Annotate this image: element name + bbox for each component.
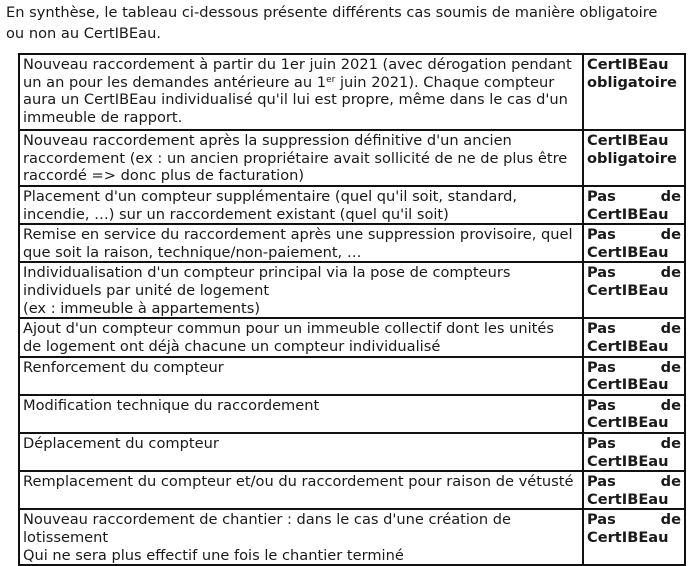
status-text: CertIBEau xyxy=(587,528,669,546)
table-row xyxy=(19,186,685,224)
status-text: de xyxy=(660,226,681,244)
case-text-fragment: un an pour les demandes antérieure au 1 xyxy=(23,73,327,91)
table-row xyxy=(19,395,685,433)
case-text-line: Déplacement du compteur xyxy=(23,434,219,452)
case-description xyxy=(19,224,583,262)
table-row xyxy=(19,262,685,318)
status-text: de xyxy=(660,511,681,529)
status-cell xyxy=(583,224,685,262)
case-text-line: Nouveau raccordement à partir du 1er juin 2021 (avec dérogation pendant xyxy=(23,56,572,73)
case-text-line: individuels par unité de logement xyxy=(23,281,270,299)
status-cell xyxy=(583,186,685,224)
status-cell xyxy=(583,395,685,433)
status-cell xyxy=(583,262,685,318)
status-text: Pas xyxy=(587,511,616,529)
status-text: obligatoire xyxy=(587,73,677,91)
case-description xyxy=(19,186,583,224)
case-text-fragment: juin 2021). Chaque compteur xyxy=(335,73,555,91)
case-description xyxy=(19,262,583,318)
status-text: de xyxy=(660,396,681,414)
status-text: CertIBEau xyxy=(587,56,669,73)
cases-table xyxy=(18,53,686,566)
table-row xyxy=(19,471,685,509)
case-text-line: de logement ont déjà chacune un compteur individualisé xyxy=(23,337,441,355)
case-description xyxy=(19,54,583,130)
intro-line-2: ou non au CertIBEau. xyxy=(6,25,161,42)
case-text-line: Remise en service du raccordement après une suppression provisoire, quel xyxy=(23,226,573,244)
status-text: de xyxy=(660,320,681,338)
status-text: CertIBEau xyxy=(587,376,669,394)
case-text-line: Nouveau raccordement après la suppression définitive d'un ancien xyxy=(23,132,512,149)
table-row xyxy=(19,433,685,471)
table-row xyxy=(19,130,685,186)
status-cell xyxy=(583,433,685,471)
status-line xyxy=(587,397,681,415)
case-text-line: lotissement xyxy=(23,528,109,546)
superscript: er xyxy=(326,74,336,85)
status-text: CertIBEau xyxy=(587,414,669,432)
case-description xyxy=(19,318,583,356)
case-text-line: immeuble de rapport. xyxy=(23,108,183,126)
case-text-line: Individualisation d'un compteur principal via la pose de compteurs xyxy=(23,264,511,282)
status-text: Pas xyxy=(587,226,616,244)
case-text-line: que soit la raison, technique/non-paiement, … xyxy=(23,243,362,261)
case-text-line: aura un CertIBEau individualisé qu'il lui est propre, même dans le cas d'un xyxy=(23,91,568,109)
status-line xyxy=(587,264,681,282)
case-text-line: incendie, …) sur un raccordement existant (quel qu'il soit) xyxy=(23,205,449,223)
case-description xyxy=(19,130,583,186)
case-text-line xyxy=(23,74,579,92)
case-description xyxy=(19,357,583,395)
table-row xyxy=(19,357,685,395)
case-text-line: (ex : immeuble à appartements) xyxy=(23,299,261,317)
status-text: CertIBEau xyxy=(587,337,669,355)
status-text: de xyxy=(660,264,681,282)
status-cell xyxy=(583,130,685,186)
status-line xyxy=(587,473,681,491)
status-text: de xyxy=(660,188,681,205)
status-text: de xyxy=(660,358,681,376)
status-cell xyxy=(583,357,685,395)
case-text-line: raccordé => donc plus de facturation) xyxy=(23,167,305,185)
case-text-line: raccordement (ex : un ancien propriétaire avait sollicité de ne de plus être xyxy=(23,149,568,167)
table-row xyxy=(19,224,685,262)
status-cell xyxy=(583,471,685,509)
case-description xyxy=(19,433,583,471)
case-description xyxy=(19,471,583,509)
status-text: CertIBEau xyxy=(587,490,669,508)
status-line xyxy=(587,320,681,338)
status-text: Pas xyxy=(587,434,616,452)
status-line xyxy=(587,435,681,453)
status-line xyxy=(587,511,681,529)
status-text: de xyxy=(660,434,681,452)
status-cell xyxy=(583,318,685,356)
status-text: CertIBEau xyxy=(587,452,669,470)
status-line xyxy=(587,188,681,206)
status-text: obligatoire xyxy=(587,149,677,167)
status-text: Pas xyxy=(587,264,616,282)
status-text: CertIBEau xyxy=(587,243,669,261)
status-text: CertIBEau xyxy=(587,281,669,299)
status-text: Pas xyxy=(587,473,616,491)
status-text: Pas xyxy=(587,396,616,414)
intro-line-1: En synthèse, le tableau ci-dessous présente différents cas soumis de manière obligatoire xyxy=(6,4,658,21)
case-text-line: Placement d'un compteur supplémentaire (quel qu'il soit, standard, xyxy=(23,188,518,205)
status-text: CertIBEau xyxy=(587,205,669,223)
status-line xyxy=(587,359,681,377)
status-text: Pas xyxy=(587,188,616,205)
table-row xyxy=(19,54,685,130)
case-text-line: Renforcement du compteur xyxy=(23,358,224,376)
table-row xyxy=(19,318,685,356)
intro-paragraph xyxy=(6,2,682,44)
status-line xyxy=(587,226,681,244)
case-text-line: Nouveau raccordement de chantier : dans le cas d'une création de xyxy=(23,511,511,529)
status-text: Pas xyxy=(587,320,616,338)
case-text-line: Modification technique du raccordement xyxy=(23,396,320,414)
status-text: de xyxy=(660,473,681,491)
status-text: CertIBEau xyxy=(587,132,669,149)
status-cell xyxy=(583,54,685,130)
case-text-line: Ajout d'un compteur commun pour un immeuble collectif dont les unités xyxy=(23,320,554,338)
status-text: Pas xyxy=(587,358,616,376)
case-text-line: Qui ne sera plus effectif une fois le chantier terminé xyxy=(23,546,404,564)
case-description xyxy=(19,395,583,433)
case-text-line: Remplacement du compteur et/ou du raccordement pour raison de vétusté xyxy=(23,473,574,491)
